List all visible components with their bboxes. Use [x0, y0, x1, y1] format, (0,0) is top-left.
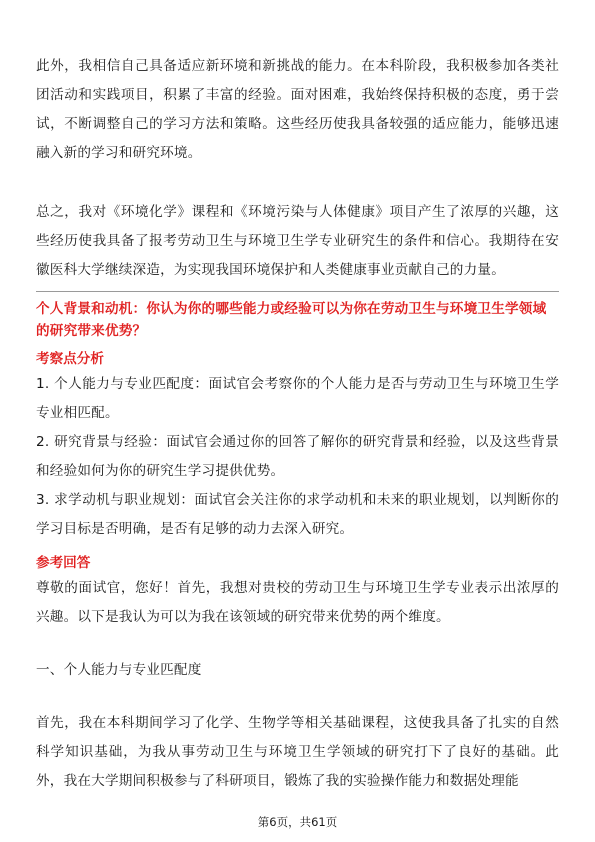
page-number-footer: 第6页，共61页 [257, 815, 338, 829]
paragraph-conclusion: 总之，我对《环境化学》课程和《环境污染与人体健康》项目产生了浓厚的兴趣，这些经历使我具备了报考劳动卫生与环境卫生学专业研究生的条件和信心。我期待在安徽医科大学继续深造，为实现我国环境保护和人类健康事业贡献自己的力量。 [36, 204, 559, 278]
analysis-item: 1. 个人能力与专业匹配度：面试官会考察你的个人能力是否与劳动卫生与环境卫生学专业相匹配。 [36, 376, 559, 421]
interview-question: 个人背景和动机：你认为你的哪些能力或经验可以为你在劳动卫生与环境卫生学领域的研究带来优势？ [36, 301, 547, 339]
analysis-item: 3. 求学动机与职业规划：面试官会关注你的求学动机和未来的职业规划，以判断你的学习目标是否明确，是否有足够的动力去深入研究。 [36, 492, 559, 537]
answer-body: 首先，我在本科期间学习了化学、生物学等相关基础课程，这使我具备了扎实的自然科学知识基础，为我从事劳动卫生与环境卫生学领域的研究打下了良好的基础。此外，我在大学期间积极参与了科研项目，锻炼了我的实验操作能力和数据处理能 [36, 715, 559, 789]
answer-subheading: 一、个人能力与专业匹配度 [36, 662, 202, 678]
answer-intro: 尊敬的面试官，您好！首先，我想对贵校的劳动卫生与环境卫生学专业表示出浓厚的兴趣。以下是我认为可以为我在该领域的研究带来优势的两个维度。 [36, 580, 559, 625]
answer-heading: 参考回答 [36, 555, 91, 571]
paragraph-adaptability: 此外，我相信自己具备适应新环境和新挑战的能力。在本科阶段，我积极参加各类社团活动和实践项目，积累了丰富的经验。面对困难，我始终保持积极的态度，勇于尝试，不断调整自己的学习方法和策略。这些经历使我具备较强的适应能力，能够迅速融入新的学习和研究环境。 [36, 58, 559, 161]
page-content [36, 52, 559, 796]
analysis-heading: 考察点分析 [36, 351, 104, 367]
section-divider [36, 291, 559, 292]
analysis-item: 2. 研究背景与经验：面试官会通过你的回答了解你的研究背景和经验，以及这些背景和经验如何为你的研究生学习提供优势。 [36, 434, 559, 479]
analysis-list [36, 370, 559, 544]
